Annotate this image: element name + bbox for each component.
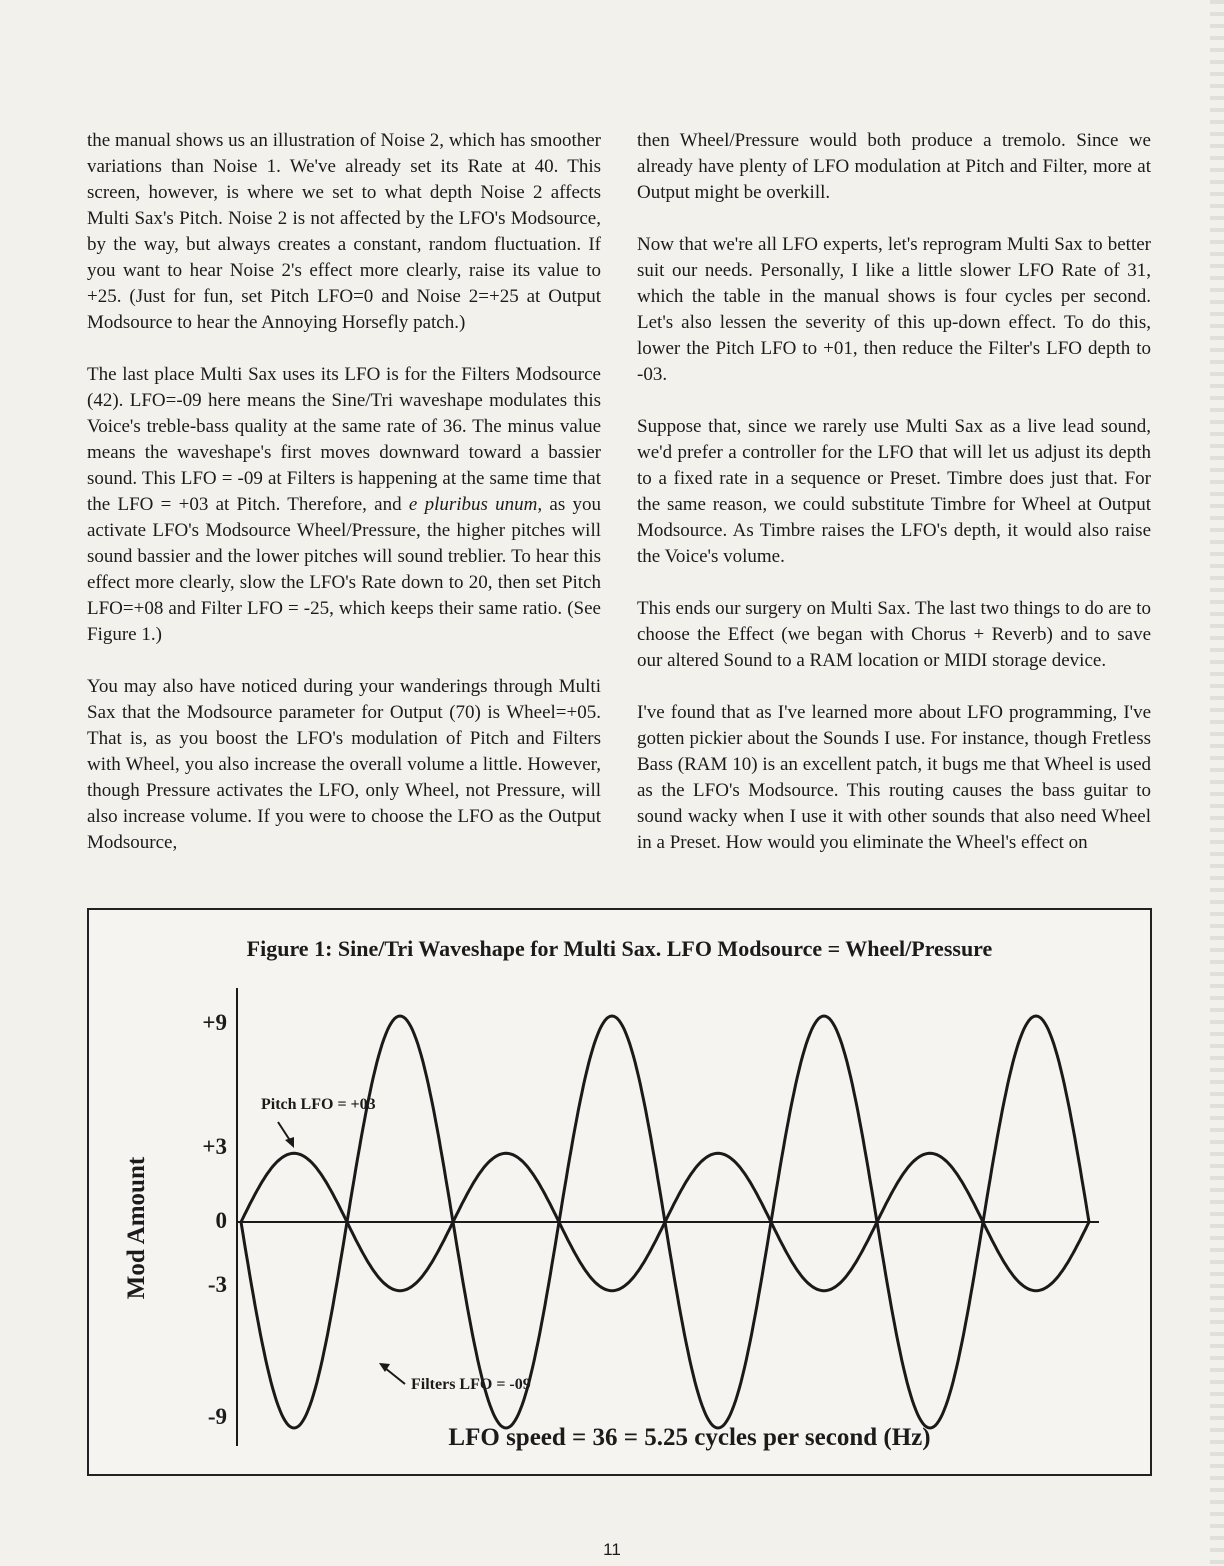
pitch-lfo-annotation: Pitch LFO = +03 bbox=[261, 1096, 376, 1113]
filters-arrow bbox=[385, 1368, 405, 1384]
filters-lfo-annotation: Filters LFO = -09 bbox=[411, 1376, 531, 1393]
y-tick-minus-9: -9 bbox=[207, 1404, 227, 1429]
y-tick-plus-9: +9 bbox=[202, 1010, 227, 1035]
left-paragraph-1: the manual shows us an illustration of Noise 2, which has smoother variations than Noise 1. We've already set its Rate at 40. This screen, however, is where we set to what depth Noise 2 affects Multi Sax's Pitch. Noise 2 is not affected by the LFO's Modsource, by the way, but always creates a constant, random fluctuation. If you want to hear Noise 2's effect more clearly, raise its value to +25. (Just for fun, set Pitch LFO=0 and Noise 2=+25 at Output Modsource to hear the Annoying Horsefly patch.) bbox=[87, 130, 601, 333]
left-paragraph-2-text-b: as you activate LFO's Modsource Wheel/Pressure, the higher pitches will sound bassier and the lower pitches will sound treblier. To hear this effect more clearly, slow the LFO's Rate down to 20, then set Pitch LFO=+08 and Filter LFO = -25, which keeps their same ratio. (See Figure 1.) bbox=[87, 494, 602, 645]
y-tick-plus-3: +3 bbox=[202, 1134, 227, 1159]
right-paragraph-5: I've found that as I've learned more about LFO programming, I've gotten pickier about the Sounds I use. For instance, though Fretless Bass (RAM 10) is an excellent patch, it bugs me that Wheel is used as the LFO's Modsource. This routing causes the bass guitar to sound wacky when I use it with other sounds that also need Wheel in a Preset. How would you eliminate the Wheel's effect on bbox=[637, 702, 1151, 853]
page-edge-perforation bbox=[1210, 0, 1224, 1566]
figure-title: Figure 1: Sine/Tri Waveshape for Multi Sax. LFO Modsource = Wheel/Pressure bbox=[246, 936, 993, 961]
figure-1 bbox=[87, 908, 1152, 1476]
right-column bbox=[637, 128, 1151, 882]
waveshape-chart bbox=[89, 910, 1150, 1474]
y-tick-minus-3: -3 bbox=[207, 1272, 227, 1297]
right-paragraph-3: Suppose that, since we rarely use Multi Sax as a live lead sound, we'd prefer a controller for the LFO that will let us adjust its depth to a fixed rate in a sequence or Preset. Timbre does just that. For the same reason, we could substitute Timbre for Wheel at Output Modsource. As Timbre raises the LFO's depth, it would also raise the Voice's volume. bbox=[637, 416, 1151, 567]
pitch-arrowhead bbox=[285, 1137, 294, 1148]
left-paragraph-2-text-a: The last place Multi Sax uses its LFO is for the Filters Modsource (42). LFO=-09 here means the Sine/Tri waveshape modulates this Voice's treble-bass quality at the same rate of 36. The minus value means the waveshape's first moves downward toward a bassier sound. This LFO = -09 at Filters is happening at the same time that the LFO = +03 at Pitch. Therefore, and bbox=[87, 364, 601, 515]
e-pluribus-unum-italic: e pluribus unum, bbox=[408, 494, 543, 515]
y-axis-label: Mod Amount bbox=[123, 1156, 150, 1300]
x-axis-label: LFO speed = 36 = 5.25 cycles per second (Hz) bbox=[448, 1424, 931, 1451]
right-paragraph-1: then Wheel/Pressure would both produce a tremolo. Since we already have plenty of LFO modulation at Pitch and Filter, more at Output might be overkill. bbox=[637, 130, 1151, 203]
right-paragraph-4: This ends our surgery on Multi Sax. The last two things to do are to choose the Effect (we began with Chorus + Reverb) and to save our altered Sound to a RAM location or MIDI storage device. bbox=[637, 598, 1151, 671]
left-paragraph-3: You may also have noticed during your wanderings through Multi Sax that the Modsource parameter for Output (70) is Wheel=+05. That is, as you boost the LFO's modulation of Pitch and Filters with Wheel, you also increase the overall volume a little. However, though Pressure activates the LFO, only Wheel, not Pressure, will also increase volume. If you were to choose the LFO as the Output Modsource, bbox=[87, 676, 601, 853]
page-number: 11 bbox=[603, 1540, 621, 1559]
y-tick-zero: 0 bbox=[215, 1208, 227, 1233]
left-paragraph-2 bbox=[87, 362, 601, 648]
left-column bbox=[87, 128, 601, 882]
right-paragraph-2: Now that we're all LFO experts, let's reprogram Multi Sax to better suit our needs. Personally, I like a little slower LFO Rate of 31, which the table in the manual shows is four cycles per second. Let's also lessen the severity of this up-down effect. To do this, lower the Pitch LFO to +01, then reduce the Filter's LFO depth to -03. bbox=[637, 234, 1151, 385]
